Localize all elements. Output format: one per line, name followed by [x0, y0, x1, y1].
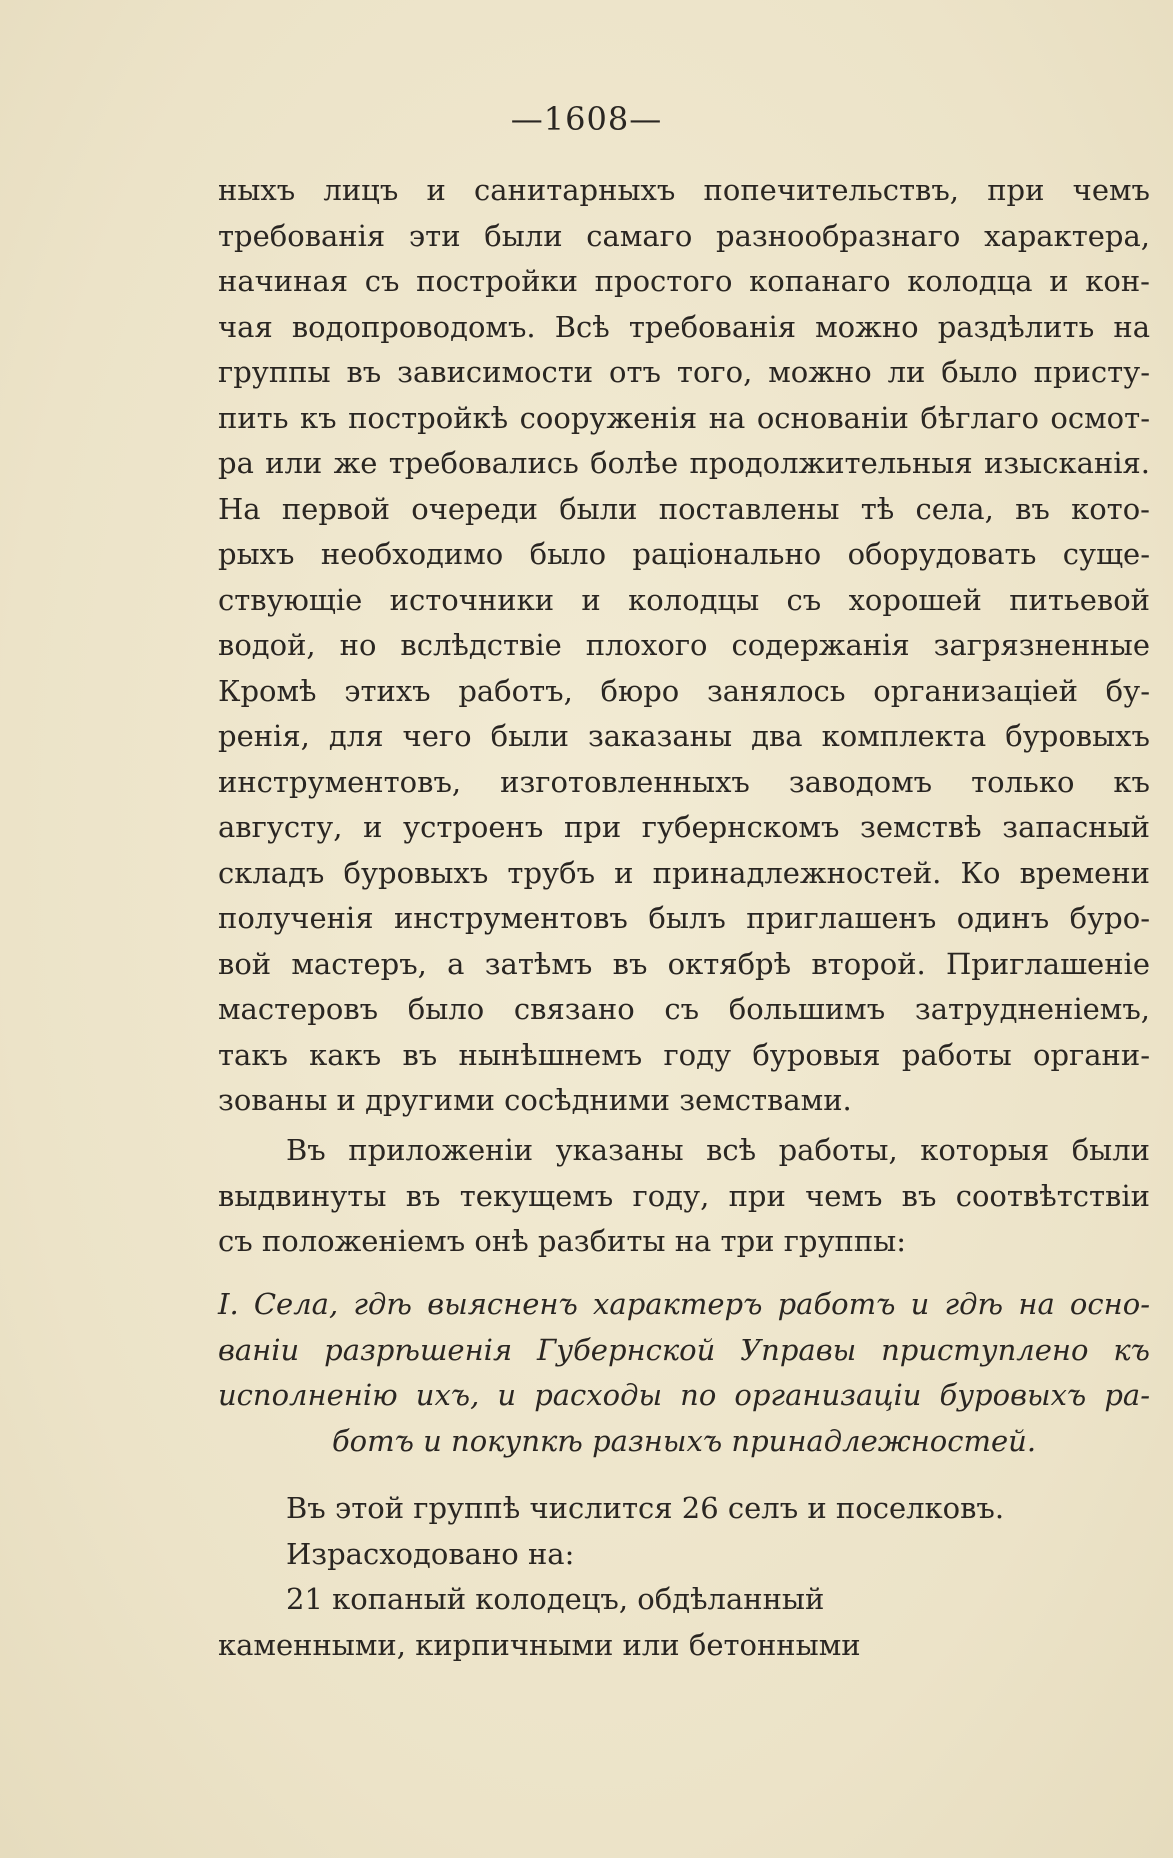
- text-line: исполненію ихъ, и расходы по организаціи буровыхъ ра-: [218, 1378, 1150, 1412]
- text-line: I. Села, гдѣ выясненъ характеръ работъ и гдѣ на осно-: [218, 1287, 1150, 1321]
- text-line: ваніи разрѣшенія Губернской Управы приступлено къ: [218, 1332, 1150, 1367]
- text-line: мастеровъ было связано съ большимъ затрудненіемъ,: [218, 992, 1150, 1026]
- text-line: августу, и устроенъ при губернскомъ земствѣ запасный: [218, 810, 1150, 844]
- text-line: полученія инструментовъ былъ приглашенъ одинъ буро-: [218, 901, 1150, 935]
- text-line: рыхъ необходимо было раціонально оборудовать суще-: [218, 537, 1150, 571]
- text-line: начиная съ постройки простого копанаго колодца и кон-: [218, 264, 1150, 298]
- text-line: инструментовъ, изготовленныхъ заводомъ только къ: [218, 764, 1150, 799]
- text-line: ренія, для чего были заказаны два комплекта буровыхъ: [218, 719, 1150, 753]
- paragraph-3: [218, 1486, 1150, 1668]
- text-line: ра или же требовались болѣе продолжительныя изысканія.: [218, 446, 1150, 480]
- page-number: —1608—: [510, 100, 663, 138]
- text-line: Израсходовано на:: [286, 1536, 575, 1571]
- text-line: вой мастеръ, а затѣмъ въ октябрѣ второй. Приглашеніе: [218, 946, 1150, 981]
- text-line: 21 копаный колодецъ, обдѣланный: [286, 1582, 825, 1616]
- text-line: зованы и другими сосѣдними земствами.: [218, 1083, 852, 1117]
- paragraph-2: [218, 1128, 1150, 1265]
- text-line: такъ какъ въ нынѣшнемъ году буровыя работы органи-: [218, 1037, 1150, 1072]
- paragraph-1: [218, 168, 1150, 1124]
- text-line: водой, но вслѣдствіе плохого содержанія загрязненные: [218, 628, 1150, 662]
- text-line: Въ этой группѣ числится 26 селъ и поселковъ.: [286, 1491, 1005, 1525]
- text-line: Кромѣ этихъ работъ, бюро занялось организаціей бу-: [218, 673, 1150, 708]
- text-line: чая водопроводомъ. Всѣ требованія можно раздѣлить на: [218, 309, 1150, 344]
- text-line: съ положеніемъ онѣ разбиты на три группы:: [218, 1224, 907, 1258]
- text-line: Въ приложеніи указаны всѣ работы, которыя были: [286, 1133, 1150, 1167]
- text-line: выдвинуты въ текущемъ году, при чемъ въ соотвѣтствіи: [218, 1178, 1150, 1213]
- text-line: ныхъ лицъ и санитарныхъ попечительствъ, при чемъ: [218, 173, 1150, 207]
- text-line: ствующіе источники и колодцы съ хорошей питьевой: [218, 582, 1150, 617]
- text-line: требованія эти были самаго разнообразнаго характера,: [218, 218, 1150, 253]
- text-line: каменными, кирпичными или бетонными: [218, 1627, 861, 1662]
- text-line: ботъ и покупкѣ разныхъ принадлежностей.: [331, 1423, 1037, 1458]
- text-line: На первой очереди были поставлены тѣ села, въ кото-: [218, 491, 1150, 526]
- text-line: складъ буровыхъ трубъ и принадлежностей. Ко времени: [218, 855, 1150, 890]
- text-line: пить къ постройкѣ сооруженія на основаніи бѣглаго осмот-: [218, 400, 1150, 435]
- text-line: группы въ зависимости отъ того, можно ли было присту-: [218, 355, 1150, 389]
- group-heading: [218, 1282, 1150, 1464]
